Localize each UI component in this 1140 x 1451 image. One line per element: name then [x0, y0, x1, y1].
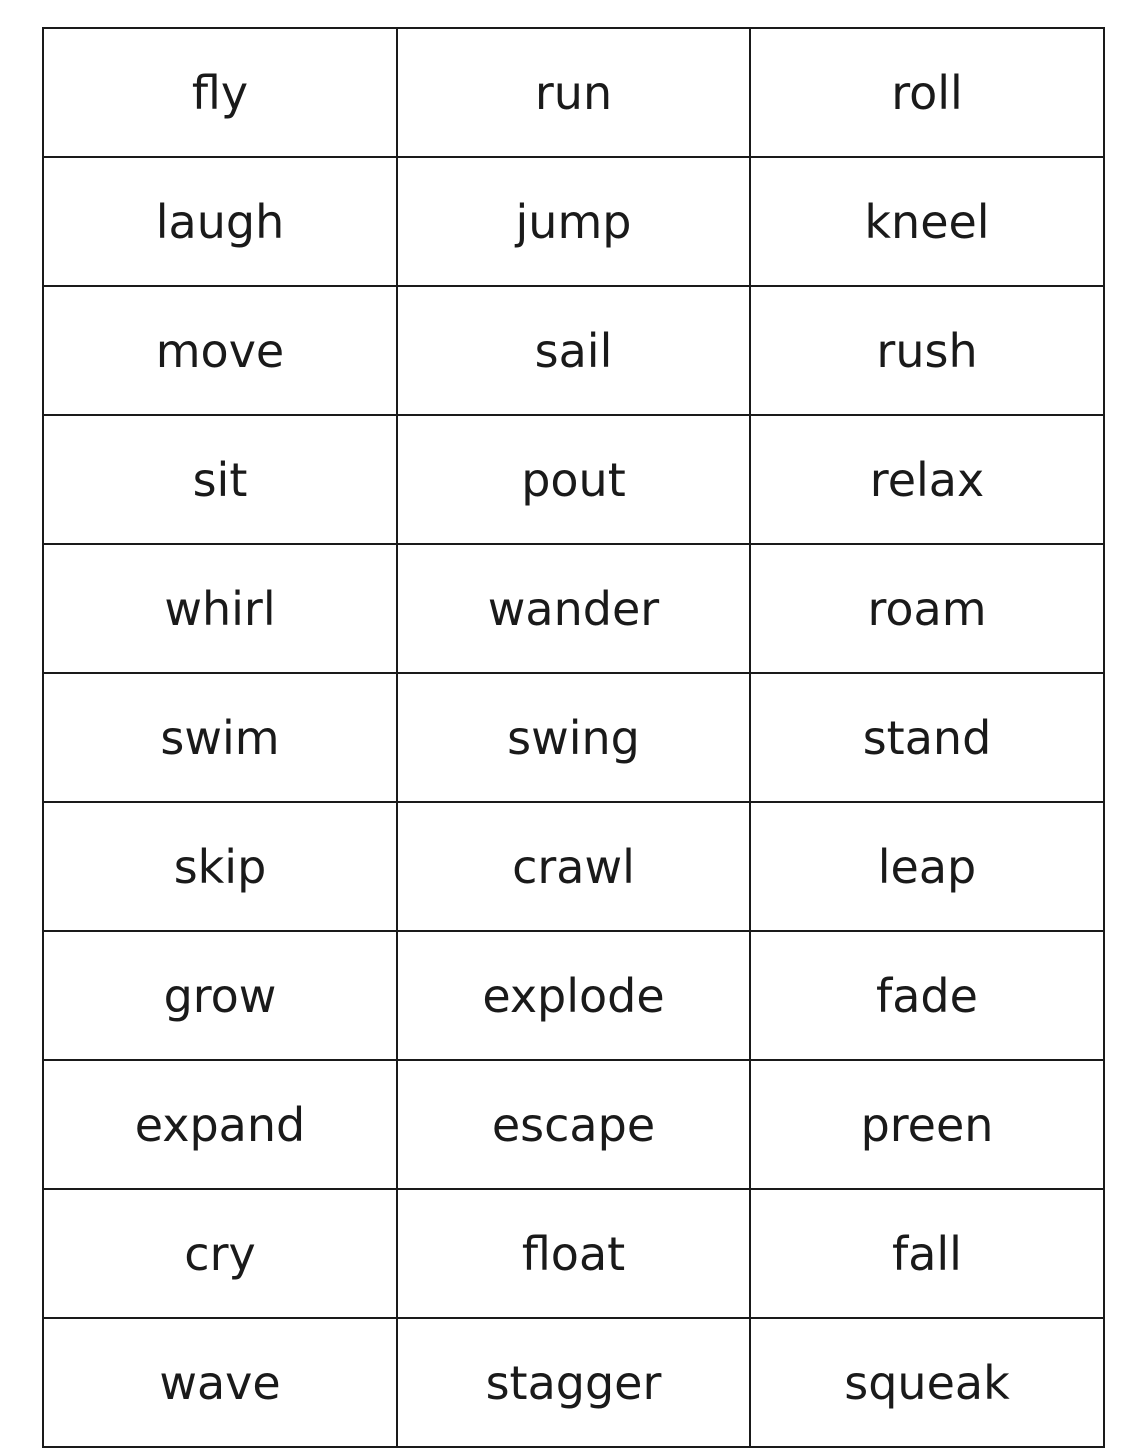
word-cell: kneel: [750, 157, 1104, 286]
table-row: [43, 286, 1104, 415]
word-cell: expand: [43, 1060, 397, 1189]
word-cell: sit: [43, 415, 397, 544]
table-row: [43, 931, 1104, 1060]
word-cell: escape: [397, 1060, 750, 1189]
table-row: [43, 157, 1104, 286]
word-cell: swim: [43, 673, 397, 802]
word-cell: explode: [397, 931, 750, 1060]
word-cell: run: [397, 28, 750, 157]
table-row: [43, 415, 1104, 544]
word-cell: relax: [750, 415, 1104, 544]
word-cell: rush: [750, 286, 1104, 415]
table-row: [43, 1189, 1104, 1318]
word-cell: jump: [397, 157, 750, 286]
table-row: [43, 544, 1104, 673]
word-cell: skip: [43, 802, 397, 931]
table-row: [43, 802, 1104, 931]
word-grid-table: [42, 27, 1105, 1448]
table-row: [43, 28, 1104, 157]
word-cell: float: [397, 1189, 750, 1318]
word-cell: fall: [750, 1189, 1104, 1318]
word-cell: roll: [750, 28, 1104, 157]
word-cell: squeak: [750, 1318, 1104, 1447]
word-cell: wave: [43, 1318, 397, 1447]
table-row: [43, 1060, 1104, 1189]
word-cell: cry: [43, 1189, 397, 1318]
word-cell: preen: [750, 1060, 1104, 1189]
word-cell: pout: [397, 415, 750, 544]
word-cell: move: [43, 286, 397, 415]
word-cell: leap: [750, 802, 1104, 931]
table-row: [43, 1318, 1104, 1447]
word-cell: swing: [397, 673, 750, 802]
word-cell: stagger: [397, 1318, 750, 1447]
word-cell: wander: [397, 544, 750, 673]
word-cell: laugh: [43, 157, 397, 286]
word-cell: roam: [750, 544, 1104, 673]
word-cell: whirl: [43, 544, 397, 673]
word-cell: grow: [43, 931, 397, 1060]
word-cell: stand: [750, 673, 1104, 802]
word-cell: fly: [43, 28, 397, 157]
word-grid-body: [43, 28, 1104, 1447]
word-cell: crawl: [397, 802, 750, 931]
word-cell: sail: [397, 286, 750, 415]
word-cell: fade: [750, 931, 1104, 1060]
table-row: [43, 673, 1104, 802]
